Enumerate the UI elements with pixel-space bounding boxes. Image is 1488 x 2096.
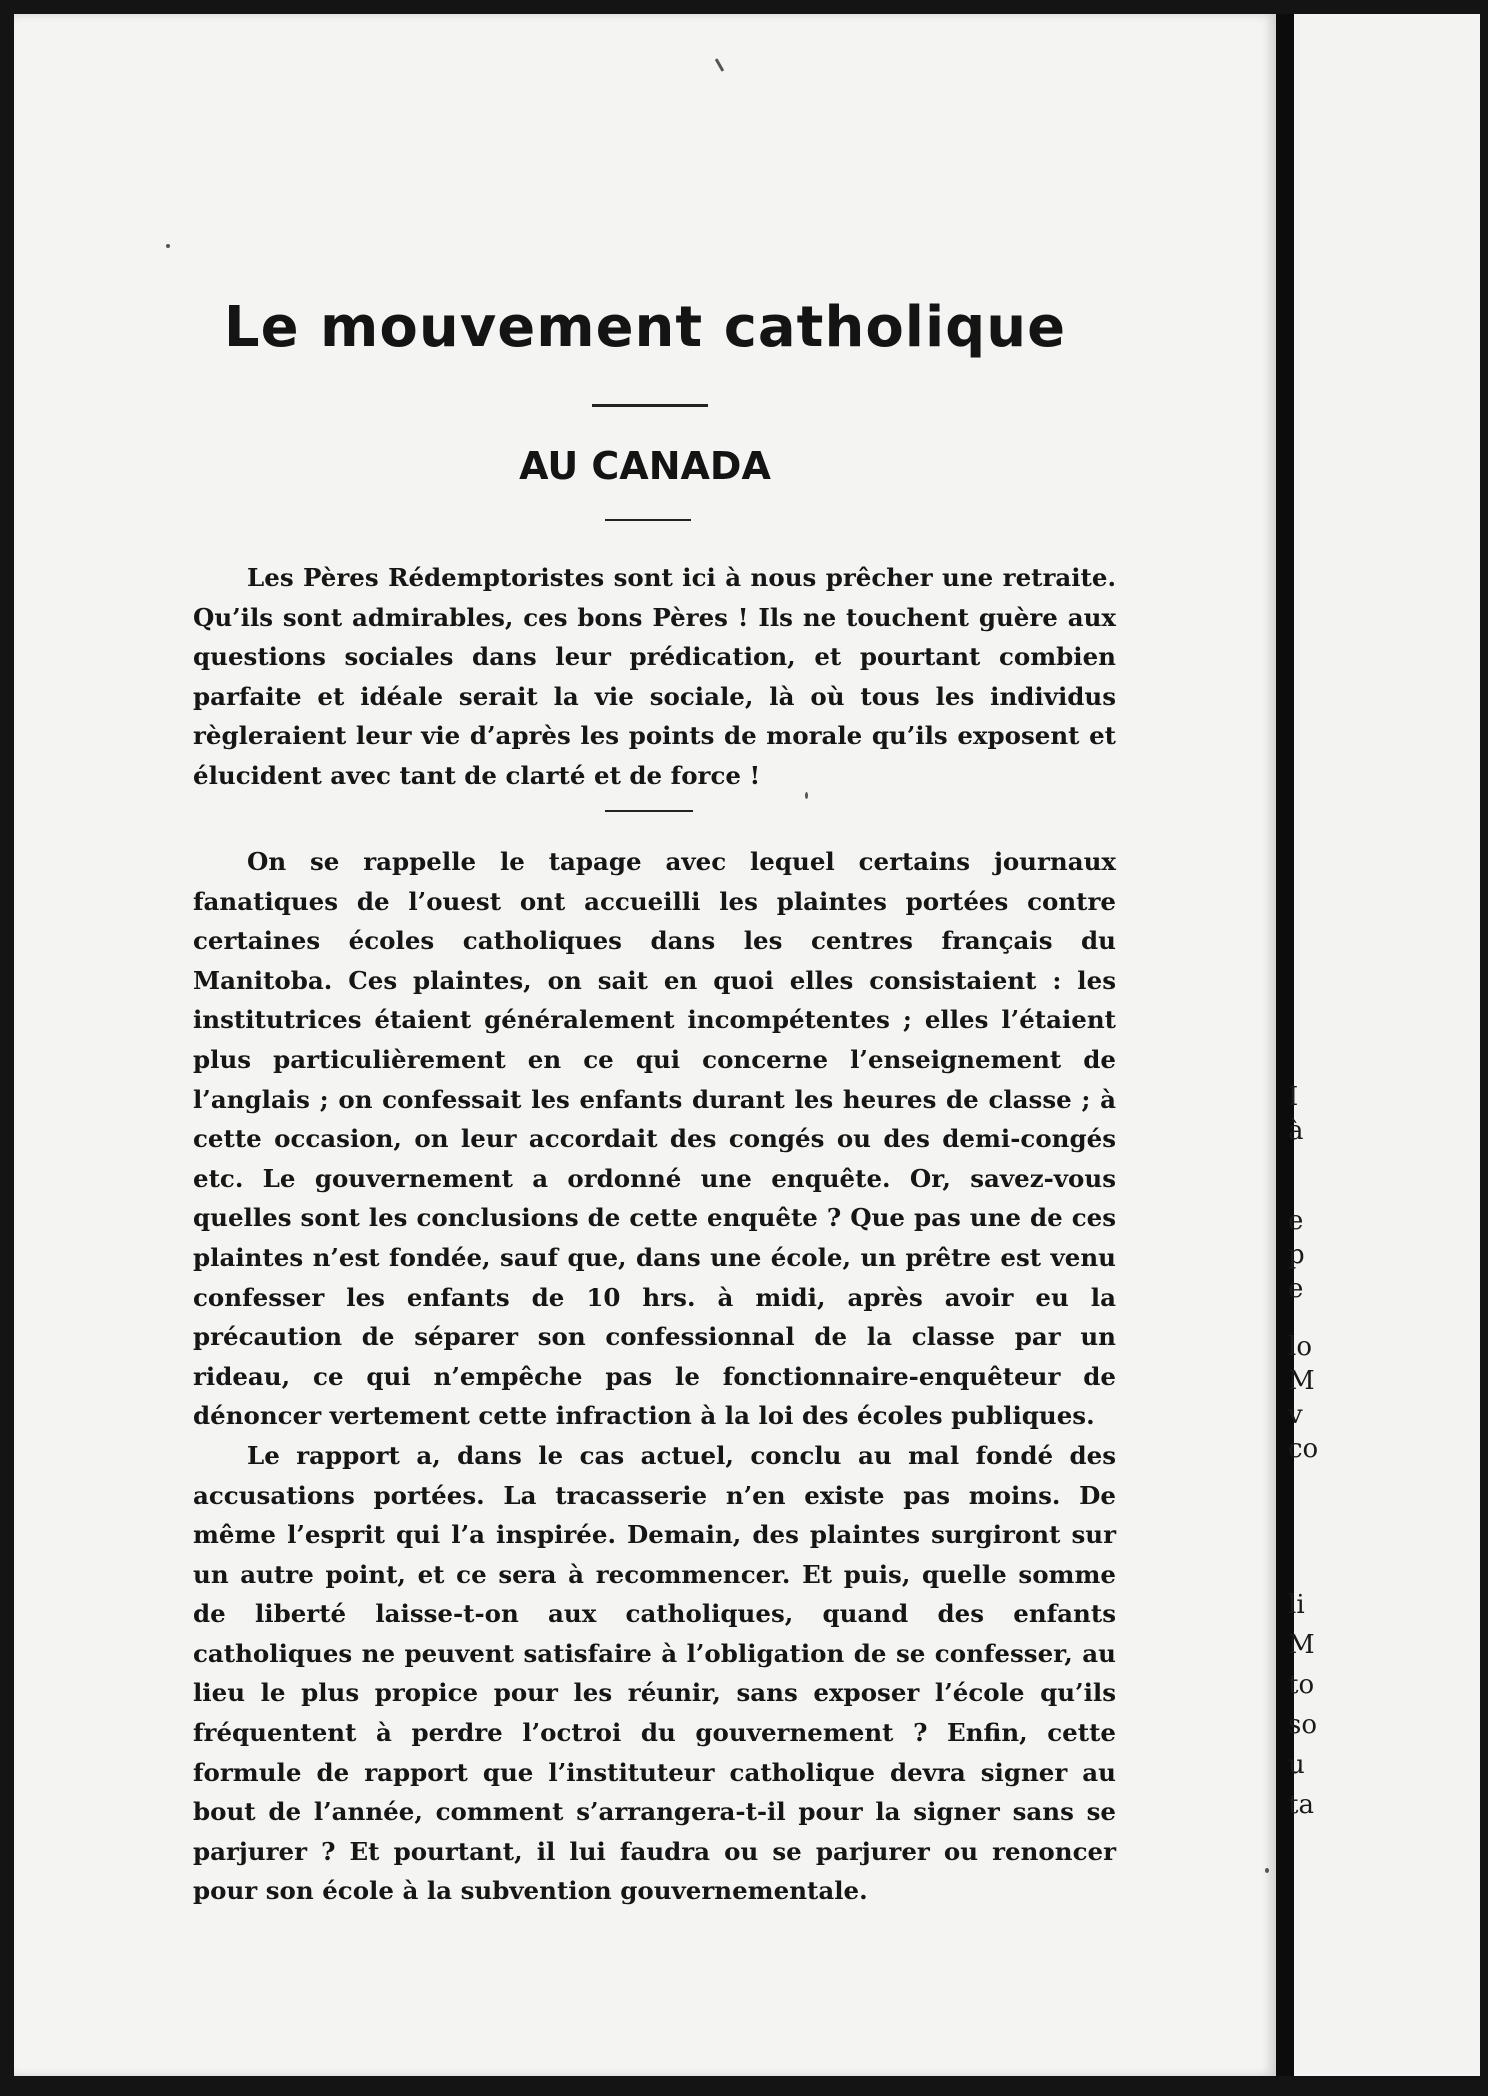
facing-line: M: [1288, 1366, 1315, 1396]
facing-line: p: [1288, 1240, 1305, 1270]
facing-line: M: [1288, 1630, 1315, 1660]
scan-speck: [805, 792, 808, 799]
facing-line: co: [1288, 1434, 1319, 1464]
facing-line: li: [1288, 1590, 1305, 1620]
facing-line: e: [1288, 1206, 1304, 1236]
main-section: [193, 842, 1116, 1911]
facing-line: to: [1288, 1670, 1315, 1700]
title-divider: [592, 404, 708, 407]
paragraph: Les Pères Rédemptoristes sont ici à nous prêcher une retraite. Qu’ils sont admirables, ces bons Pères ! Ils ne touchent guère aux questions sociales dans leur prédication, et pourtant combien parfaite et idéale serait la vie sociale, là où tous les individus règleraient leur vie d’après les points de morale qu’ils exposent et élucident avec tant de clarté et de force !: [193, 563, 1116, 790]
facing-line: ta: [1288, 1790, 1314, 1820]
paragraph: Le rapport a, dans le cas actuel, conclu au mal fondé des accusations portées. La tracasserie n’en existe pas moins. De même l’esprit qui l’a inspirée. Demain, des plaintes surgiront sur un autre point, et ce sera à recommencer. Et puis, quelle somme de liberté laisse-t-on aux catholiques, quand des enfants catholiques ne peuvent satisfaire à l’obligation de se confesser, au lieu le plus propice pour les réunir, sans exposer l’école qu’ils fréquentent à perdre l’octroi du gouvernement ? Enfin, cette formule de rapport que l’instituteur catholique devra signer au bout de l’année, comment s’arrangera-t-il pour la signer sans se parjurer ? Et pourtant, il lui faudra ou se parjurer ou renoncer pour son école à la subvention gouvernementale.: [193, 1440, 1116, 1906]
article-subtitle: AU CANADA: [519, 444, 771, 488]
intro-section: [193, 558, 1116, 796]
facing-page: [1288, 14, 1480, 2076]
facing-line: u: [1288, 1750, 1305, 1780]
facing-line: I: [1288, 1082, 1299, 1112]
facing-line: e: [1288, 1274, 1304, 1304]
facing-line: à: [1288, 1116, 1304, 1146]
paragraph: On se rappelle le tapage avec lequel certains journaux fanatiques de l’ouest ont accueilli les plaintes portées contre certaines écoles catholiques dans les centres français du Manitoba. Ces plaintes, on sait en quoi elles consistaient : les institutrices étaient généralement incompétentes ; elles l’étaient plus particulièrement en ce qui concerne l’enseignement de l’anglais ; on confessait les enfants durant les heures de classe ; à cette occasion, on leur accordait des congés ou des demi-congés etc. Le gouvernement a ordonné une enquête. Or, savez-vous quelles sont les conclusions de cette enquête ? Que pas une de ces plaintes n’est fondée, sauf que, dans une école, un prêtre est venu confesser les enfants de 10 hrs. à midi, après avoir eu la précaution de séparer son confessionnal de la classe par un rideau, ce qui n’empêche pas le fonctionnaire-enquêteur de dénoncer vertement cette infraction à la loi des écoles publiques.: [193, 847, 1116, 1431]
article-title: Le mouvement catholique: [223, 295, 1067, 360]
subtitle-divider: [605, 519, 691, 521]
facing-line: so: [1288, 1710, 1317, 1740]
facing-line: lo: [1288, 1332, 1312, 1362]
scan-speck: [166, 244, 170, 248]
scan-speck: [1265, 1868, 1269, 1873]
section-divider: [605, 810, 693, 812]
facing-line: v: [1288, 1400, 1303, 1430]
